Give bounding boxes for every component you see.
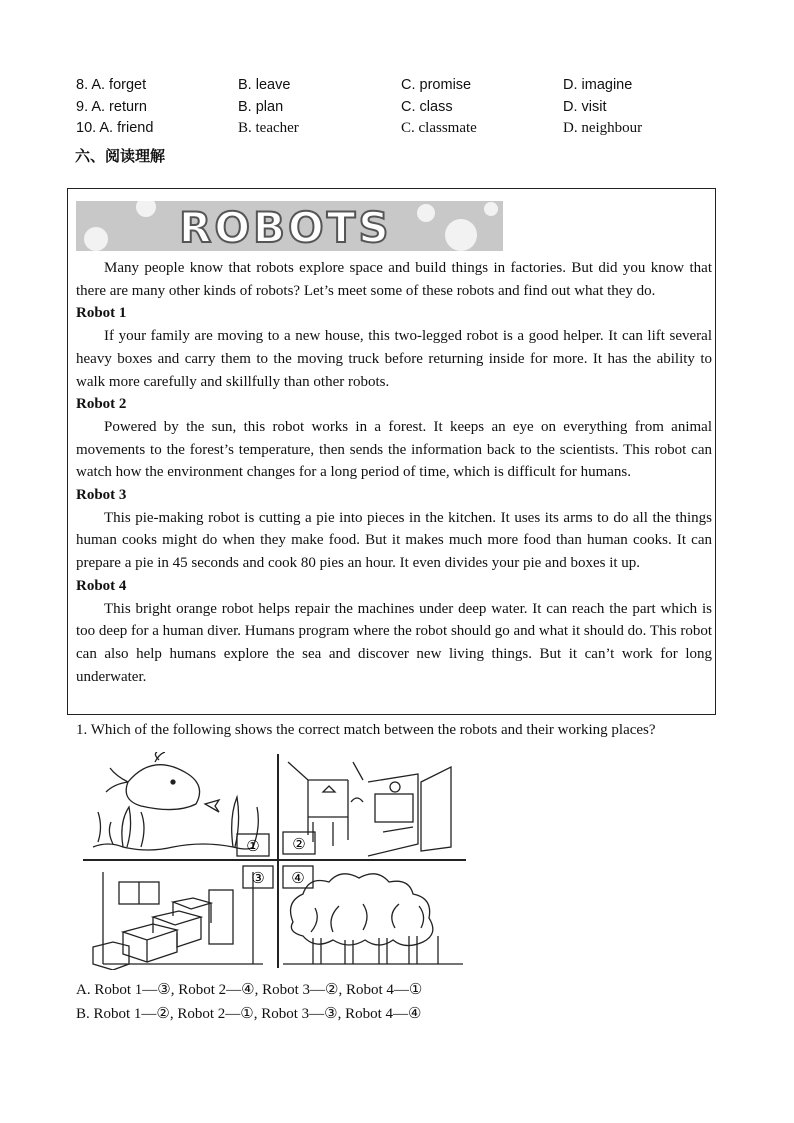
option-row-9	[76, 99, 716, 121]
panel-underwater	[93, 752, 269, 856]
panel-label-4: ④	[291, 869, 305, 887]
robot-2-text: Powered by the sun, this robot works in a forest. It keeps an eye on everything from animal movements to the forest’s temperature, then sends the information back to the scientists. This robot can watch how the environment changes for a long period of time, which is difficult for humans.	[76, 418, 712, 481]
option-10d: D. neighbour	[563, 120, 643, 136]
panel-forest	[283, 866, 463, 964]
option-10b: B. teacher	[238, 120, 299, 136]
option-9d: D. visit	[563, 98, 607, 115]
option-row-10	[76, 120, 716, 142]
passage-text	[76, 257, 712, 688]
robot-1-text: If your family are moving to a new house, this two-legged robot is a good helper. It can lift several heavy boxes and carry them to the moving truck before returning inside for more. It has the ability to walk more carefully and skillfully than other robots.	[76, 328, 712, 390]
section-title: 六、阅读理解	[75, 147, 166, 165]
reading-passage-box	[67, 188, 716, 715]
robot-4-text: This bright orange robot helps repair the machines under deep water. It can reach the part which is too deep for a human diver. Humans program where the robot should go and what it should do. This robot can also help humans explore the sea and discover new living things. But it can’t work for long underwater.	[76, 600, 712, 685]
robot-4-heading: Robot 4	[76, 577, 127, 594]
working-places-figure	[83, 752, 466, 970]
option-9b: B. plan	[238, 98, 284, 115]
passage-intro: Many people know that robots explore space and build things in factories. But did you know that there are many other kinds of robots? Let’s meet some of these robots and find out what they do.	[76, 260, 712, 299]
question-1: 1. Which of the following shows the correct match between the robots and their working places?	[76, 722, 656, 738]
option-10c: C. classmate	[401, 120, 477, 136]
option-8a: 8. A. forget	[76, 77, 147, 93]
panel-label-2: ②	[292, 835, 306, 853]
choice-a[interactable]: A. Robot 1—③, Robot 2—④, Robot 3—②, Robot 4—①	[76, 982, 423, 998]
option-8c: C. promise	[401, 77, 472, 93]
option-9c: C. class	[401, 98, 453, 115]
question-1-choices	[76, 978, 422, 1026]
panel-kitchen	[283, 762, 451, 856]
option-row-8	[76, 77, 716, 99]
choice-b[interactable]: B. Robot 1—②, Robot 2—①, Robot 3—③, Robot 4—④	[76, 1006, 422, 1022]
option-8d: D. imagine	[563, 77, 633, 93]
robot-2-heading: Robot 2	[76, 396, 127, 413]
options-block	[76, 77, 716, 142]
panel-label-3: ③	[251, 869, 265, 887]
robot-3-heading: Robot 3	[76, 487, 127, 504]
option-8b: B. leave	[238, 77, 291, 93]
robots-banner	[76, 201, 503, 251]
robot-1-heading: Robot 1	[76, 305, 127, 322]
panel-label-1: ①	[246, 837, 260, 855]
option-9a: 9. A. return	[76, 98, 147, 115]
banner-text: ROBOTS	[179, 203, 392, 251]
panel-moving-boxes	[93, 866, 273, 970]
robot-3-text: This pie-making robot is cutting a pie into pieces in the kitchen. It uses its arms to do all the things human cooks might do when they make food. But it makes much more food than human cooks. It can prepare a pie in 45 seconds and cook 80 pies an hour. It even divides your pie and boxes it up.	[76, 509, 712, 572]
option-10a: 10. A. friend	[76, 120, 154, 136]
